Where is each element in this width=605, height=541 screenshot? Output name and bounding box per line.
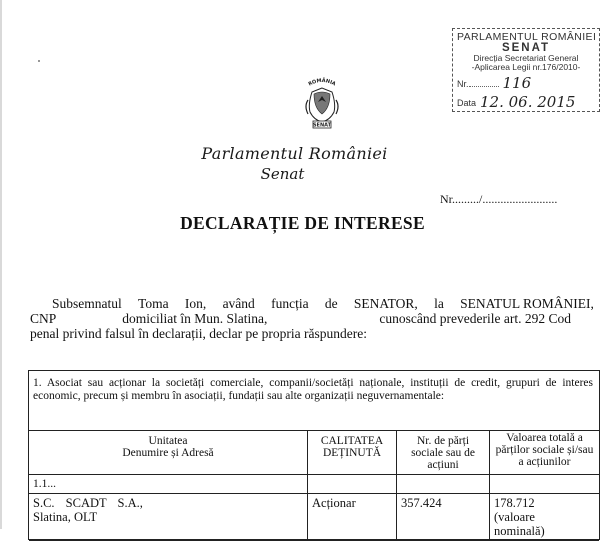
emblem-bottom-text: SENAT [312, 122, 332, 129]
stamp-date-value: 12. 06. 2015 [480, 93, 576, 111]
word-senator: SENATOR, [353, 296, 418, 311]
stamp-parliament: PARLAMENTUL ROMÂNIEI [457, 31, 597, 43]
table-subsection-row [29, 475, 599, 494]
stamp-date-row [457, 92, 595, 110]
stamp-nr-label: Nr. [457, 79, 469, 89]
word-avand: având [222, 296, 255, 311]
registration-stamp [452, 28, 600, 112]
senate-emblem-icon [300, 74, 344, 132]
section-1-associate-shareholder [28, 370, 600, 540]
stamp-nr-row [457, 73, 595, 91]
subsection-label: 1.1... [29, 475, 308, 494]
col-role-header: CALITATEA DEȚINUTĂ [308, 431, 397, 475]
stamp-directorate: Direcția Secretariat General [473, 53, 579, 63]
unit-cell [29, 494, 308, 541]
interests-table [29, 431, 599, 541]
stamp-date-label: Data [457, 98, 477, 108]
registration-number-line: Nr........./......................... [440, 192, 558, 206]
declarant-line-1 [30, 296, 594, 311]
scan-speck [38, 60, 40, 62]
word-la: la [434, 296, 444, 311]
unit-address: Slatina, OLT [33, 510, 98, 524]
word-functia: funcția [271, 296, 309, 311]
org-name-parliament: Parlamentul României [201, 144, 388, 163]
unit-name: S.C. SCADT S.A., [33, 496, 143, 510]
org-name-senate: Senat [260, 165, 305, 183]
cnp-label: CNP [30, 311, 57, 326]
domicile-text: domiciliat în Mun. Slatina, [122, 311, 268, 326]
word-senatul: SENATUL ROMÂNIEI, [460, 296, 594, 311]
word-de: de [324, 296, 338, 311]
col-shares-header: Nr. de părți sociale sau de acțiuni [397, 431, 490, 475]
knowing-text: cunoscând prevederile art. 292 Cod [379, 311, 571, 326]
stamp-senate: SENAT [501, 42, 551, 54]
emblem-top-text: ROMÂNIA [307, 77, 337, 88]
table-header-row [29, 431, 599, 475]
stamp-nr-value: 116 [502, 74, 532, 92]
word-firstname: Ion, [184, 296, 207, 311]
document-title: DECLARAȚIE DE INTERESE [180, 213, 425, 233]
declarant-line-3: penal privind falsul în declarații, declar pe propria răspundere: [30, 326, 367, 341]
word-subsemnatul: Subsemnatul [52, 296, 122, 311]
value-cell: 178.712 (valoare nominală) [490, 494, 600, 541]
col-unit-header: Unitatea Denumire și Adresă [29, 431, 308, 475]
shares-cell: 357.424 [397, 494, 490, 541]
col-value-header: Valoarea totală a părților sociale și/sau a acțiunilor [490, 431, 600, 475]
declarant-line-2 [30, 311, 594, 326]
page-edge [0, 0, 2, 529]
role-cell: Acționar [308, 494, 397, 541]
word-surname: Toma [138, 296, 169, 311]
section-1-heading: 1. Asociat sau acționar la societăți comerciale, companii/societăți naționale, instituții de credit, grupuri de interes economic, precum și membru în asociații, fundații sau alte organizații neguvernamentale: [29, 371, 599, 431]
declarant-paragraph [30, 296, 594, 341]
table-row [29, 494, 599, 541]
stamp-nr-dots [469, 86, 499, 87]
stamp-law: -Aplicarea Legii nr.176/2010- [471, 62, 581, 72]
